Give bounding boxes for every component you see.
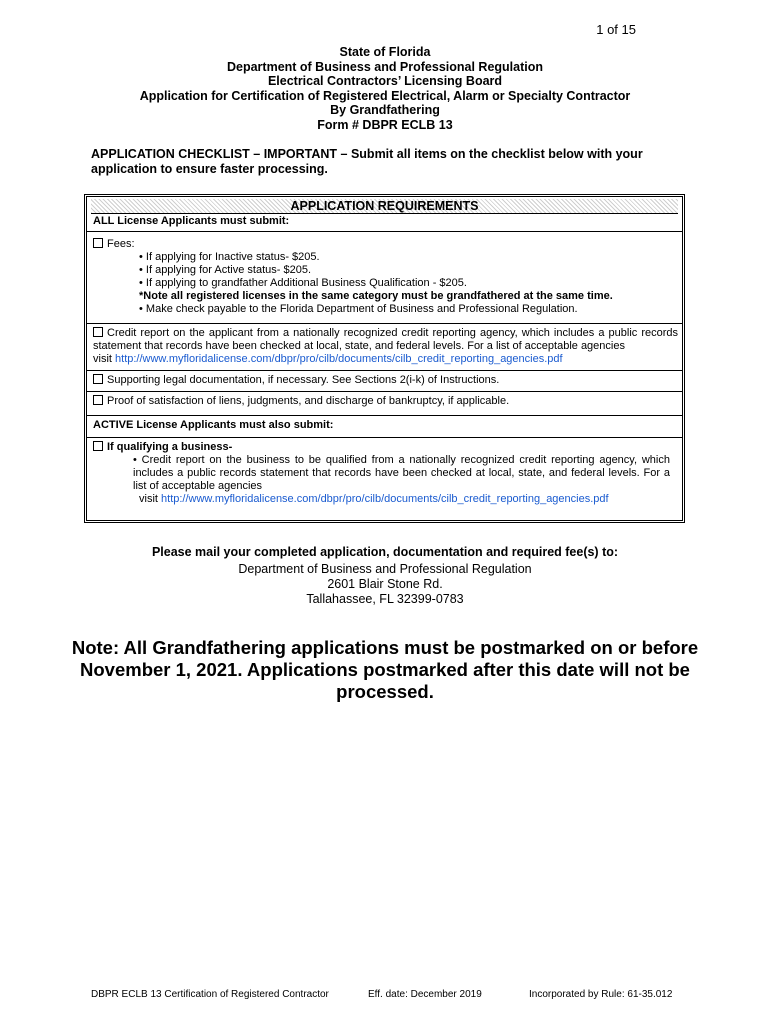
- footer-effective-date: Eff. date: December 2019: [368, 989, 482, 1000]
- supporting-docs-section: [87, 370, 682, 390]
- checklist-intro: APPLICATION CHECKLIST – IMPORTANT – Submit all items on the checklist below with your application to ensure faster processing.: [91, 147, 643, 176]
- all-applicants-heading: ALL License Applicants must submit:: [93, 215, 290, 227]
- fees-section: [87, 231, 682, 318]
- fees-label: Fees:: [107, 238, 135, 250]
- active-applicants-heading: ACTIVE License Applicants must also submit:: [87, 415, 682, 435]
- header-grandfathering: By Grandfathering: [330, 103, 440, 118]
- credit-report-section: [87, 323, 682, 368]
- form-header: [0, 45, 770, 133]
- qualifying-label: If qualifying a business-: [107, 441, 233, 453]
- mail-heading: Please mail your completed application, documentation and required fee(s) to:: [151, 545, 619, 559]
- footer-form-title: DBPR ECLB 13 Certification of Registered Contractor: [91, 989, 329, 1000]
- credit-report-checkbox-icon: [93, 327, 103, 337]
- footer-rule: Incorporated by Rule: 61-35.012: [529, 989, 673, 1000]
- supporting-docs-checkbox-icon: [93, 374, 103, 384]
- fee-additional: • If applying to grandfather Additional Business Qualification - $205.: [139, 277, 467, 289]
- fee-active: • If applying for Active status- $205.: [139, 264, 311, 276]
- page-number: 1 of 15: [596, 22, 636, 37]
- header-state: State of Florida: [339, 45, 431, 59]
- credit-report-text: Credit report on the applicant from a nationally recognized credit reporting agency, which includes a public records statement that records have been checked at local, state, and federal levels. For a list of acceptable agencies: [93, 327, 678, 352]
- qualifying-checkbox-icon: [93, 441, 103, 451]
- supporting-docs-text: Supporting legal documentation, if necessary. See Sections 2(i-k) of Instructions.: [107, 374, 500, 386]
- requirements-title: APPLICATION REQUIREMENTS: [91, 199, 678, 214]
- qualifying-business-section: [87, 437, 682, 508]
- credit-visit-label: visit: [93, 353, 112, 365]
- proof-liens-checkbox-icon: [93, 395, 103, 405]
- mail-address-line1: Department of Business and Professional Regulation: [238, 562, 532, 576]
- credit-agencies-link[interactable]: http://www.myfloridalicense.com/dbpr/pro/cilb/documents/cilb_credit_reporting_agencies.pdf: [115, 353, 563, 365]
- postmark-note: Note: All Grandfathering applications must be postmarked on or before November 1, 2021. Applications postmarked after this date will not be processed.: [71, 637, 699, 702]
- header-form-number: Form # DBPR ECLB 13: [317, 117, 453, 132]
- header-application-title: Application for Certification of Registered Electrical, Alarm or Specialty Contractor: [139, 88, 631, 103]
- business-visit-label: visit: [139, 493, 158, 505]
- fee-note: *Note all registered licenses in the same category must be grandfathered at the same time.: [139, 290, 613, 302]
- proof-liens-text: Proof of satisfaction of liens, judgments, and discharge of bankruptcy, if applicable.: [107, 395, 510, 407]
- proof-liens-section: [87, 391, 682, 411]
- business-credit-text: • Credit report on the business to be qualified from a nationally recognized credit reporting agency, which includes a public records statement that records have been checked at local, state, and federal levels. For a list of acceptable agencies: [133, 454, 670, 492]
- mail-address-line3: Tallahassee, FL 32399-0783: [306, 592, 464, 606]
- fees-checkbox-icon: [93, 238, 103, 248]
- fee-inactive: • If applying for Inactive status- $205.: [139, 251, 320, 263]
- header-department: Department of Business and Professional Regulation: [226, 59, 544, 74]
- mailing-instructions: [0, 545, 770, 607]
- fee-payable: • Make check payable to the Florida Department of Business and Professional Regulation.: [139, 303, 578, 315]
- mail-address-line2: 2601 Blair Stone Rd.: [327, 577, 443, 591]
- header-board: Electrical Contractors’ Licensing Board: [267, 74, 503, 89]
- business-credit-agencies-link[interactable]: http://www.myfloridalicense.com/dbpr/pro/cilb/documents/cilb_credit_reporting_agencies.pdf: [161, 493, 609, 505]
- requirements-box: [84, 194, 685, 523]
